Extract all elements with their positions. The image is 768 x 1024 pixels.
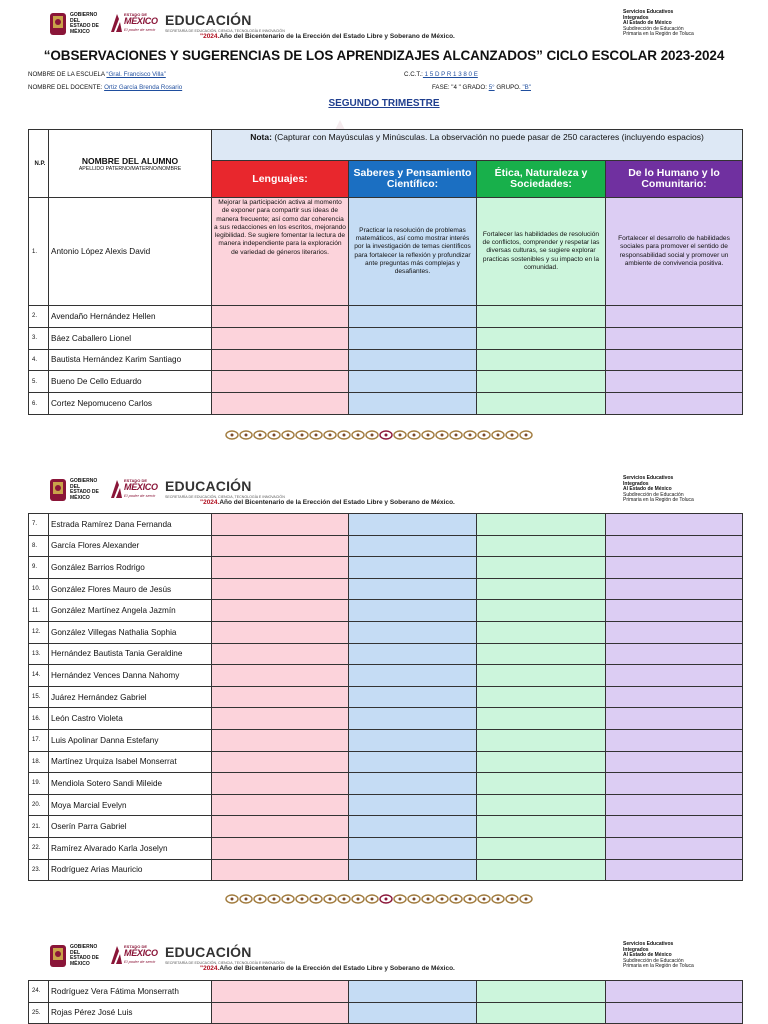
fase-grado-grupo-line: FASE: "4 " GRADO: 5° GRUPO. "B" — [432, 84, 531, 91]
ornament-dot — [385, 434, 388, 437]
obs-humano[interactable] — [606, 859, 743, 881]
table-row — [29, 327, 743, 349]
obs-etica[interactable] — [477, 816, 606, 838]
state-seal-icon — [49, 478, 67, 502]
obs-saberes[interactable] — [349, 621, 477, 643]
table-row — [29, 306, 743, 328]
row-number: 12. — [29, 621, 49, 643]
obs-humano[interactable] — [606, 514, 743, 536]
ornament-dot — [329, 898, 332, 901]
obs-saberes[interactable] — [349, 981, 477, 1003]
field-header-humano: De lo Humano y lo Comunitario: — [606, 161, 743, 198]
educacion-label: EDUCACIÓN — [165, 478, 252, 494]
state-seal-icon — [49, 12, 67, 36]
obs-lenguajes[interactable] — [212, 981, 349, 1003]
obs-saberes[interactable] — [349, 557, 477, 579]
row-number: 22. — [29, 837, 49, 859]
obs-lenguajes[interactable] — [212, 600, 349, 622]
seiem-text: Servicios Educativos Integrados Al Estado de México Subdirección de Educación Primaria en la Región de Toluca — [623, 9, 694, 38]
student-name: Avendaño Hernández Hellen — [49, 306, 212, 328]
row-number: 13. — [29, 643, 49, 665]
obs-etica[interactable] — [477, 794, 606, 816]
ornament-dot — [455, 898, 458, 901]
table-row — [29, 514, 743, 536]
trimestre-label: SEGUNDO TRIMESTRE — [328, 98, 440, 109]
obs-humano[interactable] — [606, 794, 743, 816]
obs-etica[interactable] — [477, 514, 606, 536]
educacion-sub: SECRETARÍA DE EDUCACIÓN, CIENCIA, TECNOLOGÍA E INNOVACIÓN — [165, 495, 285, 499]
obs-humano[interactable] — [606, 327, 743, 349]
row-number: 5. — [29, 371, 49, 393]
obs-etica[interactable] — [477, 578, 606, 600]
obs-saberes[interactable] — [349, 859, 477, 881]
obs-saberes[interactable] — [349, 773, 477, 795]
obs-lenguajes[interactable] — [212, 751, 349, 773]
row-number: 24. — [29, 981, 49, 1003]
obs-humano[interactable] — [606, 557, 743, 579]
obs-humano[interactable] — [606, 751, 743, 773]
row-number: 19. — [29, 773, 49, 795]
ornament-dot — [259, 434, 262, 437]
obs-etica[interactable] — [477, 686, 606, 708]
obs-saberes[interactable] — [349, 686, 477, 708]
obs-humano[interactable] — [606, 686, 743, 708]
obs-saberes[interactable] — [349, 349, 477, 371]
row-number: 8. — [29, 535, 49, 557]
ornament-dot — [371, 898, 374, 901]
table-row — [29, 751, 743, 773]
page-header-1 — [0, 10, 768, 40]
obs-saberes[interactable] — [349, 327, 477, 349]
ornament-divider-2 — [0, 892, 768, 906]
student-name: Rojas Pérez José Luis — [49, 1002, 212, 1024]
obs-humano[interactable] — [606, 393, 743, 415]
row-number: 10. — [29, 578, 49, 600]
obs-etica[interactable] — [477, 535, 606, 557]
ornament-dot — [413, 434, 416, 437]
ornament-dot — [525, 898, 528, 901]
table-row — [29, 371, 743, 393]
table-body-1 — [29, 306, 743, 415]
table-row — [29, 665, 743, 687]
table-row — [29, 535, 743, 557]
obs-lenguajes[interactable] — [212, 708, 349, 730]
ornament-dot — [315, 434, 318, 437]
obs-humano[interactable] — [606, 708, 743, 730]
obs-etica[interactable]: Fortalecer las habilidades de resolución de conflictos, comprender y respetar las diversas culturas, se sugiere explorar practicas sostenibles y su impacto en la comunidad. — [477, 198, 606, 306]
table-row — [29, 578, 743, 600]
obs-lenguajes[interactable] — [212, 859, 349, 881]
obs-saberes[interactable] — [349, 578, 477, 600]
row-number: 9. — [29, 557, 49, 579]
obs-etica[interactable] — [477, 349, 606, 371]
ornament-dot — [427, 898, 430, 901]
ornament-dot — [371, 434, 374, 437]
ornament-dot — [525, 434, 528, 437]
obs-etica[interactable] — [477, 643, 606, 665]
gobierno-text: GOBIERNO DEL ESTADO DE MÉXICO — [70, 944, 99, 967]
ornament-dot — [483, 434, 486, 437]
table-row — [29, 729, 743, 751]
obs-etica[interactable] — [477, 371, 606, 393]
table-row — [29, 349, 743, 371]
cct-line: C.C.T.: 1 5 D P R 1 3 8 0 E — [404, 71, 478, 78]
obs-lenguajes[interactable] — [212, 665, 349, 687]
obs-humano[interactable] — [606, 306, 743, 328]
obs-lenguajes[interactable] — [212, 514, 349, 536]
ornament-dot — [287, 898, 290, 901]
table-row — [29, 773, 743, 795]
students-table-1 — [28, 129, 743, 415]
school-name-line: NOMBRE DE LA ESCUELA “Gral. Francisco Villa” — [28, 71, 166, 78]
obs-etica[interactable] — [477, 621, 606, 643]
obs-saberes[interactable] — [349, 794, 477, 816]
row-number: 11. — [29, 600, 49, 622]
ornament-dot — [483, 898, 486, 901]
ornament-dot — [399, 434, 402, 437]
row-number: 18. — [29, 751, 49, 773]
obs-humano[interactable]: Fortalecer el desarrollo de habilidades sociales para promover el sentido de responsabilidad social y promover un ambiente de convivencia positiva. — [606, 198, 743, 306]
ornament-dot — [287, 434, 290, 437]
row-number: 7. — [29, 514, 49, 536]
table-row — [29, 859, 743, 881]
obs-lenguajes[interactable]: Mejorar la participación activa al momento de exponer para compartir sus ideas de manera frecuente; así como dar coherencia a sus redacciones en los escritos, mejorando legibilidad. Se sugiere fomentar la lectura de manera independiente para la exploración de variedad de géneros literarios. — [212, 198, 349, 306]
obs-lenguajes[interactable] — [212, 327, 349, 349]
student-name: Cortez Nepomuceno Carlos — [49, 393, 212, 415]
educacion-label: EDUCACIÓN — [165, 944, 252, 960]
row-number: 23. — [29, 859, 49, 881]
obs-humano[interactable] — [606, 773, 743, 795]
student-name: García Flores Alexander — [49, 535, 212, 557]
row-number: 2. — [29, 306, 49, 328]
ornament-dot — [385, 898, 388, 901]
students-table-3 — [28, 980, 743, 1024]
table-row — [29, 393, 743, 415]
obs-saberes[interactable] — [349, 643, 477, 665]
ornament-dot — [399, 898, 402, 901]
educacion-sub: SECRETARÍA DE EDUCACIÓN, CIENCIA, TECNOLOGÍA E INNOVACIÓN — [165, 29, 285, 33]
table-row — [29, 643, 743, 665]
obs-lenguajes[interactable] — [212, 686, 349, 708]
year-motto: "2024.Año del Bicentenario de la Erección del Estado Libre y Soberano de México. — [200, 965, 455, 972]
obs-etica[interactable] — [477, 393, 606, 415]
student-name: Ramírez Alvarado Karla Joselyn — [49, 837, 212, 859]
ornament-dot — [511, 434, 514, 437]
ornament-dot — [469, 434, 472, 437]
ornament-dot — [259, 898, 262, 901]
student-name: Rodríguez Vera Fátima Monserrath — [49, 981, 212, 1003]
obs-lenguajes[interactable] — [212, 578, 349, 600]
ornament-dot — [343, 898, 346, 901]
ornament-dot — [245, 898, 248, 901]
table-row — [29, 816, 743, 838]
obs-lenguajes[interactable] — [212, 837, 349, 859]
student-name: Bautista Hernández Karim Santiago — [49, 349, 212, 371]
obs-etica[interactable] — [477, 773, 606, 795]
student-name: Bueno De Cello Eduardo — [49, 371, 212, 393]
row-number: 17. — [29, 729, 49, 751]
row-number: 20. — [29, 794, 49, 816]
year-motto: "2024.Año del Bicentenario de la Erección del Estado Libre y Soberano de México. — [200, 499, 455, 506]
gobierno-text: GOBIERNO DEL ESTADO DE MÉXICO — [70, 478, 99, 501]
student-name: Mendiola Sotero Sandi Mileide — [49, 773, 212, 795]
student-name-header: NOMBRE DEL ALUMNO APELLIDO PATERNO/MATERNO/NOMBRE — [49, 130, 212, 198]
ornament-dot — [231, 434, 234, 437]
obs-lenguajes[interactable] — [212, 816, 349, 838]
field-header-etica: Ética, Naturaleza y Sociedades: — [477, 161, 606, 198]
obs-etica[interactable] — [477, 1002, 606, 1024]
ornament-dot — [455, 434, 458, 437]
student-name: Estrada Ramírez Dana Fernanda — [49, 514, 212, 536]
ornament-dot — [511, 898, 514, 901]
ornament-dot — [413, 898, 416, 901]
obs-humano[interactable] — [606, 578, 743, 600]
obs-etica[interactable] — [477, 837, 606, 859]
obs-etica[interactable] — [477, 306, 606, 328]
obs-humano[interactable] — [606, 837, 743, 859]
ornament-dot — [441, 434, 444, 437]
educacion-sub: SECRETARÍA DE EDUCACIÓN, CIENCIA, TECNOLOGÍA E INNOVACIÓN — [165, 961, 285, 965]
obs-humano[interactable] — [606, 535, 743, 557]
student-name: Rodríguez Arias Mauricio — [49, 859, 212, 881]
obs-etica[interactable] — [477, 557, 606, 579]
row-number: 3. — [29, 327, 49, 349]
obs-lenguajes[interactable] — [212, 1002, 349, 1024]
obs-etica[interactable] — [477, 665, 606, 687]
year-motto: "2024.Año del Bicentenario de la Erección del Estado Libre y Soberano de México. — [200, 33, 455, 40]
np-header: N.P. — [29, 130, 49, 198]
obs-humano[interactable] — [606, 371, 743, 393]
obs-lenguajes[interactable] — [212, 773, 349, 795]
obs-lenguajes[interactable] — [212, 794, 349, 816]
page-header-2 — [0, 476, 768, 506]
table-row — [29, 837, 743, 859]
student-name: Hernández Bautista Tania Geraldine — [49, 643, 212, 665]
edomex-logo: ESTADO DE MÉXICO El poder de servir — [110, 478, 160, 502]
table-row — [29, 557, 743, 579]
table-body-3 — [29, 981, 743, 1024]
document-title: “OBSERVACIONES Y SUGERENCIAS DE LOS APRENDIZAJES ALCANZADOS” CICLO ESCOLAR 2023-2024 — [43, 48, 725, 63]
obs-saberes[interactable] — [349, 600, 477, 622]
student-name: Oserín Parra Gabriel — [49, 816, 212, 838]
table-row — [29, 794, 743, 816]
obs-saberes[interactable] — [349, 665, 477, 687]
teacher-line: NOMBRE DEL DOCENTE: Ortiz García Brenda Rosario — [28, 84, 183, 91]
row-number: 25. — [29, 1002, 49, 1024]
obs-lenguajes[interactable] — [212, 621, 349, 643]
obs-etica[interactable] — [477, 729, 606, 751]
table-row — [29, 600, 743, 622]
student-name: León Castro Violeta — [49, 708, 212, 730]
obs-etica[interactable] — [477, 708, 606, 730]
obs-etica[interactable] — [477, 981, 606, 1003]
obs-lenguajes[interactable] — [212, 371, 349, 393]
ornament-dot — [245, 434, 248, 437]
obs-humano[interactable] — [606, 665, 743, 687]
obs-saberes[interactable] — [349, 708, 477, 730]
edomex-emblem-icon — [110, 13, 123, 33]
obs-humano[interactable] — [606, 643, 743, 665]
obs-lenguajes[interactable] — [212, 557, 349, 579]
ornament-divider-1 — [0, 428, 768, 442]
students-table-2 — [28, 513, 743, 881]
student-name: Martínez Urquiza Isabel Monserrat — [49, 751, 212, 773]
gobierno-text: GOBIERNO DEL ESTADO DE MÉXICO — [70, 12, 99, 35]
ornament-dot — [231, 898, 234, 901]
student-name: González Flores Mauro de Jesús — [49, 578, 212, 600]
obs-etica[interactable] — [477, 600, 606, 622]
ornament-dot — [329, 434, 332, 437]
obs-saberes[interactable] — [349, 393, 477, 415]
student-name: Juárez Hernández Gabriel — [49, 686, 212, 708]
obs-etica[interactable] — [477, 751, 606, 773]
obs-saberes[interactable] — [349, 816, 477, 838]
row-number: 15. — [29, 686, 49, 708]
obs-humano[interactable] — [606, 729, 743, 751]
obs-etica[interactable] — [477, 859, 606, 881]
edomex-emblem-icon — [110, 945, 123, 965]
obs-humano[interactable] — [606, 981, 743, 1003]
row-number: 6. — [29, 393, 49, 415]
table-row — [29, 708, 743, 730]
obs-saberes[interactable] — [349, 306, 477, 328]
student-name: Moya Marcial Evelyn — [49, 794, 212, 816]
ornament-dot — [357, 434, 360, 437]
obs-lenguajes[interactable] — [212, 306, 349, 328]
obs-lenguajes[interactable] — [212, 729, 349, 751]
obs-saberes[interactable] — [349, 1002, 477, 1024]
obs-saberes[interactable] — [349, 837, 477, 859]
obs-lenguajes[interactable] — [212, 535, 349, 557]
student-name: Antonio López Alexis David — [49, 198, 212, 306]
row-number: 16. — [29, 708, 49, 730]
student-name: González Villegas Nathalia Sophia — [49, 621, 212, 643]
student-name: González Barrios Rodrigo — [49, 557, 212, 579]
row-number: 4. — [29, 349, 49, 371]
obs-saberes[interactable] — [349, 535, 477, 557]
ornament-dot — [273, 434, 276, 437]
edomex-logo: ESTADO DE MÉXICO El poder de servir — [110, 944, 160, 968]
row-number: 21. — [29, 816, 49, 838]
table-row — [29, 686, 743, 708]
field-header-lenguajes: Lenguajes: — [212, 161, 349, 198]
ornament-dot — [343, 434, 346, 437]
ornament-dot — [315, 898, 318, 901]
ornament-dot — [427, 434, 430, 437]
obs-saberes[interactable] — [349, 514, 477, 536]
row-number: 14. — [29, 665, 49, 687]
student-name: Hernández Vences Danna Nahomy — [49, 665, 212, 687]
table-body-2 — [29, 514, 743, 881]
ornament-dot — [301, 434, 304, 437]
ornament-dot — [441, 898, 444, 901]
obs-saberes[interactable] — [349, 751, 477, 773]
ornament-dot — [273, 898, 276, 901]
page-header-3 — [0, 942, 768, 972]
table-row: 1. Antonio López Alexis David Mejorar la participación activa al momento de exponer para compartir sus ideas de manera frecuente; así como dar coherencia a sus redacciones en los escritos, mejorando legibilidad. Se sugiere fomentar la lectura de manera independiente para la exploración de variedad de géneros literarios. Practicar la resolución de problemas matemáticos, así como mostrar interés por la investigación de temas científicos para fortalecer la reflexión y profundizar ante preguntas más complejas y desafiantes. Fortalecer las habilidades de resolución de conflictos, comprender y respetar las diversas culturas, se sugiere explorar practicas sostenibles y su impacto en la comunidad. Fortalecer el desarrollo de habilidades sociales para promover el sentido de responsabilidad social y promover un ambiente de convivencia positiva. — [29, 198, 743, 306]
table-row — [29, 981, 743, 1003]
obs-lenguajes[interactable] — [212, 349, 349, 371]
obs-saberes[interactable] — [349, 729, 477, 751]
table-row — [29, 621, 743, 643]
edomex-logo: ESTADO DE MÉXICO El poder de servir — [110, 12, 160, 36]
obs-saberes[interactable]: Practicar la resolución de problemas matemáticos, así como mostrar interés por la investigación de temas científicos para fortalecer la reflexión y profundizar ante preguntas más complejas y desafiantes. — [349, 198, 477, 306]
obs-humano[interactable] — [606, 1002, 743, 1024]
obs-saberes[interactable] — [349, 371, 477, 393]
ornament-dot — [357, 898, 360, 901]
seiem-text: Servicios Educativos Integrados Al Estado de México Subdirección de Educación Primaria en la Región de Toluca — [623, 475, 694, 504]
obs-humano[interactable] — [606, 621, 743, 643]
seiem-text: Servicios Educativos Integrados Al Estado de México Subdirección de Educación Primaria en la Región de Toluca — [623, 941, 694, 970]
student-name: Luis Apolinar Danna Estefany — [49, 729, 212, 751]
student-name: González Martínez Angela Jazmín — [49, 600, 212, 622]
obs-humano[interactable] — [606, 816, 743, 838]
state-seal-icon — [49, 944, 67, 968]
ornament-dot — [301, 898, 304, 901]
obs-etica[interactable] — [477, 327, 606, 349]
edomex-emblem-icon — [110, 479, 123, 499]
field-header-saberes: Saberes y Pensamiento Científico: — [349, 161, 477, 198]
table-row — [29, 1002, 743, 1024]
obs-lenguajes[interactable] — [212, 393, 349, 415]
obs-humano[interactable] — [606, 600, 743, 622]
ornament-dot — [497, 898, 500, 901]
student-name: Báez Caballero Lionel — [49, 327, 212, 349]
educacion-label: EDUCACIÓN — [165, 12, 252, 28]
obs-humano[interactable] — [606, 349, 743, 371]
obs-lenguajes[interactable] — [212, 643, 349, 665]
ornament-dot — [469, 898, 472, 901]
nota-instructions: Nota: (Capturar con Mayúsculas y Minúsculas. La observación no puede pasar de 250 caracteres (incluyendo espacios) — [212, 130, 743, 161]
ornament-dot — [497, 434, 500, 437]
